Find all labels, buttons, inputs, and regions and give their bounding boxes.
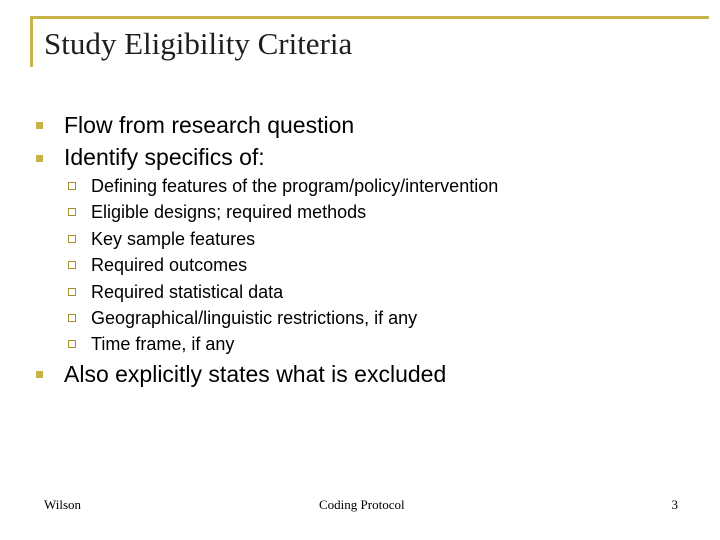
bullet-square-icon	[36, 371, 43, 378]
footer-title: Coding Protocol	[319, 497, 405, 512]
sub-bullet-text: Geographical/linguistic restrictions, if any	[91, 308, 418, 328]
sub-bullet-text: Required outcomes	[91, 255, 248, 275]
sub-bullet-square-icon	[68, 182, 76, 190]
bullet-text: Flow from research question	[64, 112, 355, 138]
slide-title: Study Eligibility Criteria	[44, 26, 353, 61]
sub-bullet-text: Defining features of the program/policy/intervention	[91, 176, 499, 196]
sub-bullet-text: Time frame, if any	[91, 334, 235, 354]
sub-bullet-text: Eligible designs; required methods	[91, 202, 367, 222]
sub-bullet-square-icon	[68, 261, 76, 269]
sub-bullet-text: Required statistical data	[91, 282, 284, 302]
sub-bullet-square-icon	[68, 314, 76, 322]
sub-bullet-square-icon	[68, 208, 76, 216]
sub-bullet-square-icon	[68, 288, 76, 296]
sub-bullet-square-icon	[68, 340, 76, 348]
bullet-square-icon	[36, 122, 43, 129]
sub-bullet-square-icon	[68, 235, 76, 243]
sub-bullet-text: Key sample features	[91, 229, 256, 249]
bullet-text: Also explicitly states what is excluded	[64, 361, 447, 387]
page-number: 3	[671, 497, 678, 512]
bullet-text: Identify specifics of:	[64, 144, 265, 170]
bullet-square-icon	[36, 155, 43, 162]
footer-author: Wilson	[44, 497, 82, 512]
